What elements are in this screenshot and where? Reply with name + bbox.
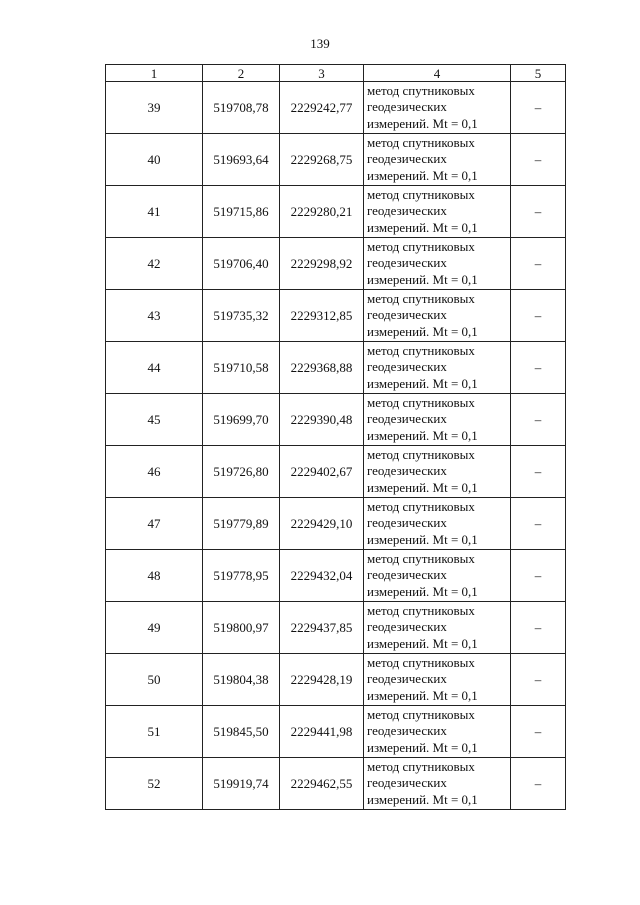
table-row	[106, 654, 566, 706]
point-number: 48	[106, 550, 203, 602]
point-number: 40	[106, 134, 203, 186]
coordinate-y: 2229298,92	[280, 238, 364, 290]
table-row	[106, 186, 566, 238]
point-number: 49	[106, 602, 203, 654]
coordinate-x: 519800,97	[203, 602, 280, 654]
determination-method: метод спутниковых геодезических измерений. Mt = 0,1	[364, 238, 511, 290]
coordinate-x: 519845,50	[203, 706, 280, 758]
column-header-5: 5	[511, 65, 566, 82]
accuracy-note: –	[511, 186, 566, 238]
table-row	[106, 82, 566, 134]
determination-method: метод спутниковых геодезических измерений. Mt = 0,1	[364, 134, 511, 186]
coordinate-x: 519778,95	[203, 550, 280, 602]
table-row	[106, 498, 566, 550]
coordinate-x: 519726,80	[203, 446, 280, 498]
coordinate-x: 519706,40	[203, 238, 280, 290]
coordinate-y: 2229402,67	[280, 446, 364, 498]
coordinate-y: 2229280,21	[280, 186, 364, 238]
point-number: 42	[106, 238, 203, 290]
coordinate-y: 2229462,55	[280, 758, 364, 810]
coordinate-y: 2229268,75	[280, 134, 364, 186]
point-number: 43	[106, 290, 203, 342]
point-number: 39	[106, 82, 203, 134]
coordinate-x: 519715,86	[203, 186, 280, 238]
point-number: 45	[106, 394, 203, 446]
table-header-row	[106, 65, 566, 82]
table-row	[106, 758, 566, 810]
coordinate-y: 2229429,10	[280, 498, 364, 550]
accuracy-note: –	[511, 602, 566, 654]
coordinate-x: 519779,89	[203, 498, 280, 550]
column-header-3: 3	[280, 65, 364, 82]
table-row	[106, 134, 566, 186]
coordinate-y: 2229390,48	[280, 394, 364, 446]
coordinate-y: 2229242,77	[280, 82, 364, 134]
table-row	[106, 290, 566, 342]
accuracy-note: –	[511, 134, 566, 186]
coordinate-x: 519735,32	[203, 290, 280, 342]
page-number: 139	[310, 36, 330, 51]
point-number: 51	[106, 706, 203, 758]
column-header-2: 2	[203, 65, 280, 82]
determination-method: метод спутниковых геодезических измерений. Mt = 0,1	[364, 654, 511, 706]
point-number: 46	[106, 446, 203, 498]
coordinate-y: 2229441,98	[280, 706, 364, 758]
determination-method: метод спутниковых геодезических измерений. Mt = 0,1	[364, 602, 511, 654]
table-row	[106, 238, 566, 290]
accuracy-note: –	[511, 342, 566, 394]
determination-method: метод спутниковых геодезических измерений. Mt = 0,1	[364, 446, 511, 498]
table-row	[106, 342, 566, 394]
column-header-1: 1	[106, 65, 203, 82]
coordinate-y: 2229312,85	[280, 290, 364, 342]
determination-method: метод спутниковых геодезических измерений. Mt = 0,1	[364, 290, 511, 342]
point-number: 52	[106, 758, 203, 810]
determination-method: метод спутниковых геодезических измерений. Mt = 0,1	[364, 342, 511, 394]
accuracy-note: –	[511, 238, 566, 290]
table-row	[106, 706, 566, 758]
determination-method: метод спутниковых геодезических измерений. Mt = 0,1	[364, 498, 511, 550]
determination-method: метод спутниковых геодезических измерений. Mt = 0,1	[364, 186, 511, 238]
accuracy-note: –	[511, 654, 566, 706]
table-row	[106, 550, 566, 602]
accuracy-note: –	[511, 706, 566, 758]
point-number: 41	[106, 186, 203, 238]
point-number: 50	[106, 654, 203, 706]
accuracy-note: –	[511, 498, 566, 550]
coordinate-x: 519710,58	[203, 342, 280, 394]
accuracy-note: –	[511, 550, 566, 602]
coordinate-x: 519693,64	[203, 134, 280, 186]
table-row	[106, 394, 566, 446]
accuracy-note: –	[511, 394, 566, 446]
accuracy-note: –	[511, 446, 566, 498]
table-row	[106, 602, 566, 654]
coordinate-x: 519919,74	[203, 758, 280, 810]
coordinate-y: 2229437,85	[280, 602, 364, 654]
accuracy-note: –	[511, 82, 566, 134]
determination-method: метод спутниковых геодезических измерений. Mt = 0,1	[364, 758, 511, 810]
point-number: 44	[106, 342, 203, 394]
determination-method: метод спутниковых геодезических измерений. Mt = 0,1	[364, 550, 511, 602]
determination-method: метод спутниковых геодезических измерений. Mt = 0,1	[364, 394, 511, 446]
column-header-4: 4	[364, 65, 511, 82]
coordinate-y: 2229428,19	[280, 654, 364, 706]
point-number: 47	[106, 498, 203, 550]
table-row	[106, 446, 566, 498]
coordinate-y: 2229368,88	[280, 342, 364, 394]
determination-method: метод спутниковых геодезических измерений. Mt = 0,1	[364, 706, 511, 758]
accuracy-note: –	[511, 758, 566, 810]
determination-method: метод спутниковых геодезических измерений. Mt = 0,1	[364, 82, 511, 134]
coordinates-table	[105, 64, 566, 810]
coordinate-y: 2229432,04	[280, 550, 364, 602]
coordinate-x: 519804,38	[203, 654, 280, 706]
coordinate-x: 519708,78	[203, 82, 280, 134]
accuracy-note: –	[511, 290, 566, 342]
coordinate-x: 519699,70	[203, 394, 280, 446]
